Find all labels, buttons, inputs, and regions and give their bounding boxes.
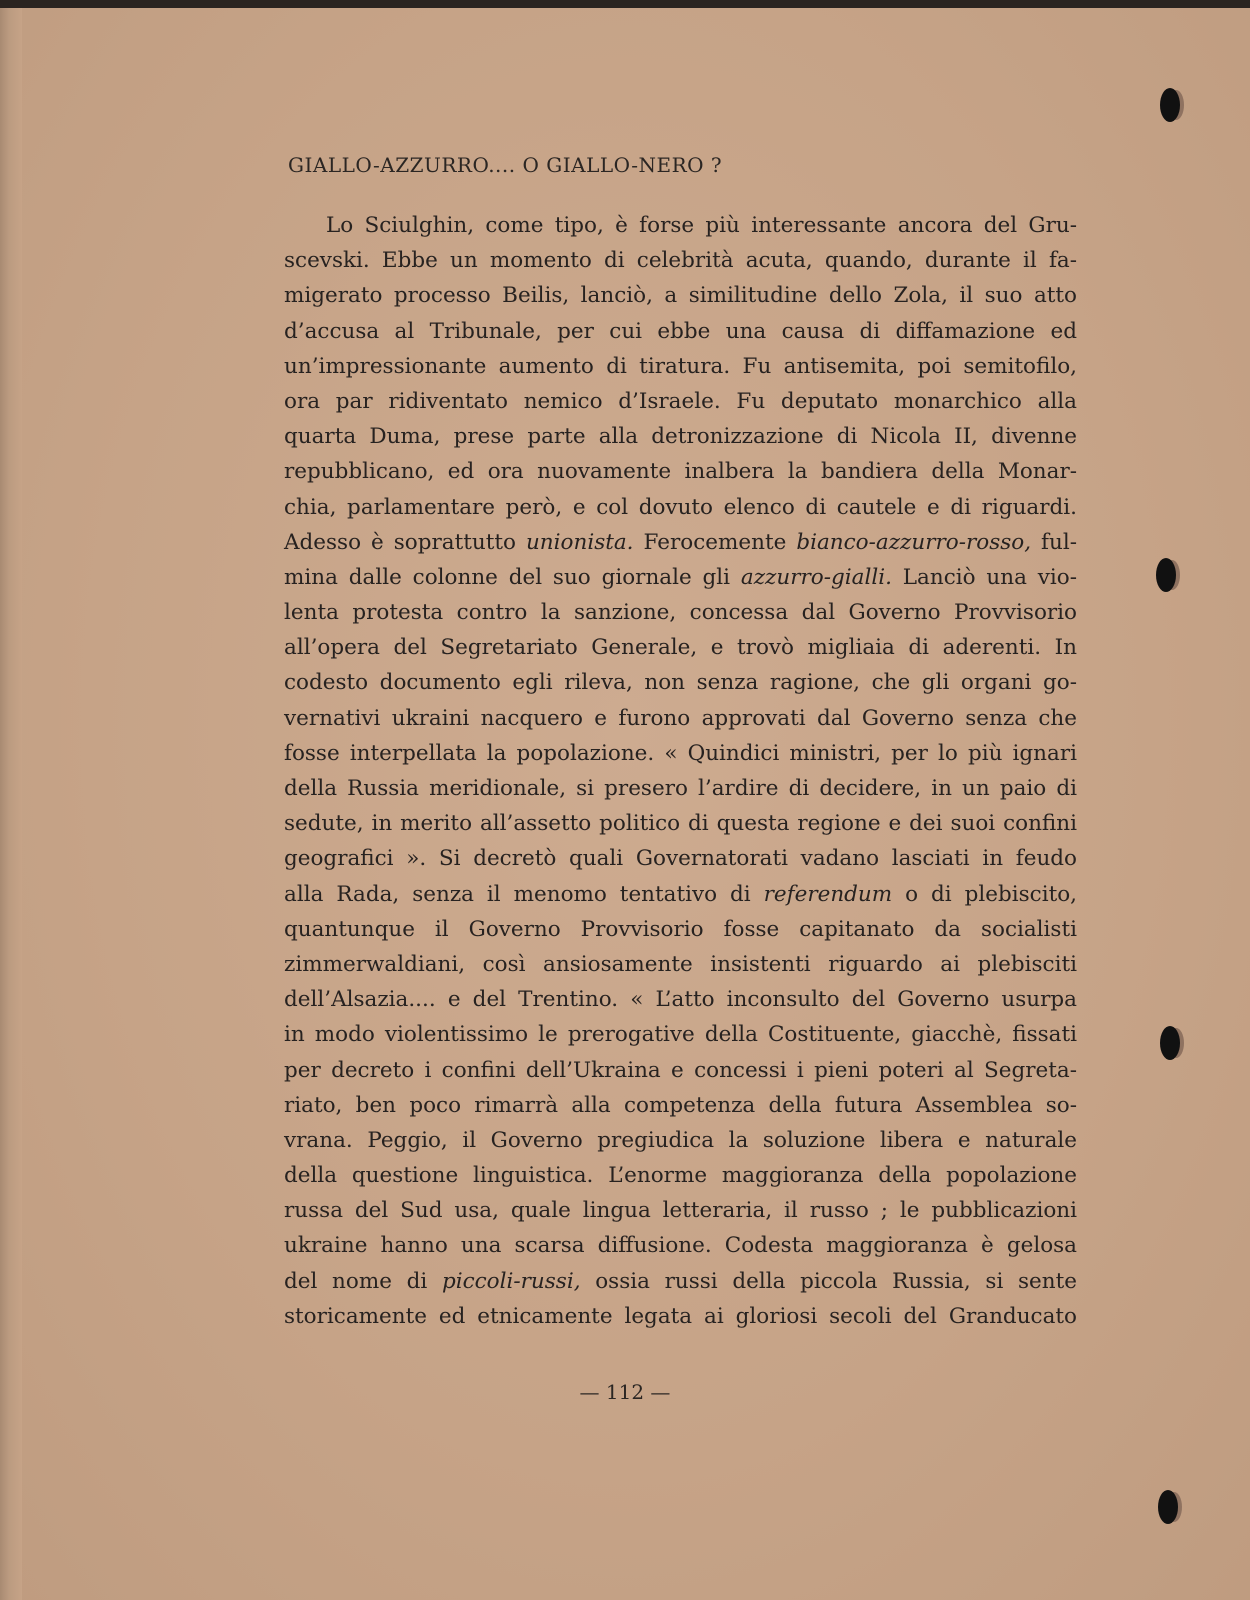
text-line xyxy=(284,1193,1077,1228)
text-segment: quantunque il Governo Provvisorio fosse capitanato da socialisti xyxy=(284,916,1077,942)
text-segment: ful- xyxy=(1031,529,1077,555)
text-line xyxy=(284,384,1077,419)
text-segment: codesto documento egli rileva, non senza ragione, che gli organi go- xyxy=(284,670,1077,696)
text-segment: all’opera del Segretariato Generale, e trovò migliaia di aderenti. In xyxy=(284,635,1077,661)
text-line xyxy=(284,1228,1077,1263)
text-segment: un’impressionante aumento di tiratura. Fu antisemita, poi semitofilo, xyxy=(284,353,1077,379)
italic-term: azzurro-gialli. xyxy=(740,564,892,590)
text-segment: Lo Sciulghin, come tipo, è forse più interessante ancora del Gru- xyxy=(326,213,1077,238)
text-segment: Ferocemente xyxy=(633,529,797,555)
text-segment: migerato processo Beilis, lanciò, a similitudine dello Zola, il suo atto xyxy=(284,283,1077,309)
text-segment: d’accusa al Tribunale, per cui ebbe una causa di diffamazione ed xyxy=(284,318,1077,344)
text-segment: vernativi ukraini nacquero e furono approvati dal Governo senza che xyxy=(284,705,1077,731)
text-segment: ukraine hanno una scarsa diffusione. Codesta maggioranza è gelosa xyxy=(284,1233,1077,1259)
text-segment: dell’Alsazia.... e del Trentino. « L’atto inconsulto del Governo usurpa xyxy=(284,987,1077,1013)
scanned-page xyxy=(0,8,1250,1600)
text-segment: per decreto i confini dell’Ukraina e concessi i pieni poteri al Segreta- xyxy=(284,1057,1077,1083)
text-segment: ora par ridiventato nemico d’Israele. Fu deputato monarchico alla xyxy=(284,388,1077,414)
text-segment: mina dalle colonne del suo giornale gli xyxy=(284,564,741,590)
italic-term: bianco-azzurro-rosso, xyxy=(796,529,1032,555)
text-line xyxy=(284,525,1077,560)
text-line xyxy=(284,1299,1077,1334)
italic-term: referendum xyxy=(763,881,893,907)
text-line xyxy=(284,982,1077,1017)
text-line xyxy=(284,1053,1077,1088)
text-segment: fosse interpellata la popolazione. « Quindici ministri, per lo più ignari xyxy=(284,740,1077,766)
text-segment: storicamente ed etnicamente legata ai gloriosi secoli del Granducato xyxy=(284,1303,1077,1329)
text-line xyxy=(284,841,1077,876)
text-line xyxy=(284,1088,1077,1123)
text-line xyxy=(284,912,1077,947)
text-line xyxy=(284,947,1077,982)
text-line xyxy=(284,1264,1077,1299)
text-line xyxy=(284,1017,1077,1052)
text-line xyxy=(284,278,1077,313)
text-line xyxy=(284,665,1077,700)
text-segment: della questione linguistica. L’enorme maggioranza della popolazione xyxy=(284,1163,1077,1189)
text-segment: o di plebiscito, xyxy=(892,881,1077,907)
text-segment: russa del Sud usa, quale lingua letteraria, il russo ; le pubblicazioni xyxy=(284,1198,1077,1224)
body-paragraph xyxy=(284,208,1077,1334)
text-segment: Adesso è soprattutto xyxy=(284,529,526,555)
text-segment: lenta protesta contro la sanzione, concessa dal Governo Provvisorio xyxy=(284,600,1077,626)
italic-term: unionista. xyxy=(525,529,634,555)
text-line xyxy=(284,771,1077,806)
page-edge-shadow xyxy=(0,8,22,1600)
text-segment: vrana. Peggio, il Governo pregiudica la soluzione libera e naturale xyxy=(284,1127,1077,1153)
text-line xyxy=(284,630,1077,665)
text-line xyxy=(284,595,1077,630)
running-head: GIALLO-AZZURRO.... O GIALLO-NERO ? xyxy=(288,153,723,177)
text-line xyxy=(284,419,1077,454)
text-segment: in modo violentissimo le prerogative della Costituente, giacchè, fissati xyxy=(284,1022,1077,1048)
text-line xyxy=(284,349,1077,384)
text-segment: ossia russi della piccola Russia, si sente xyxy=(580,1268,1077,1294)
page-number: — 112 — xyxy=(579,1380,671,1404)
text-segment: del nome di xyxy=(284,1268,442,1294)
text-line xyxy=(284,806,1077,841)
text-segment: quarta Duma, prese parte alla detronizzazione di Nicola II, divenne xyxy=(284,424,1077,450)
text-segment: Lanciò una vio- xyxy=(891,564,1077,590)
text-line xyxy=(284,1158,1077,1193)
text-segment: chia, parlamentare però, e col dovuto elenco di cautele e di riguardi. xyxy=(284,494,1077,520)
text-segment: zimmerwaldiani, così ansiosamente insistenti riguardo ai plebisciti xyxy=(284,951,1077,977)
text-line xyxy=(284,208,1077,243)
text-segment: della Russia meridionale, si presero l’ardire di decidere, in un paio di xyxy=(284,776,1077,801)
text-line xyxy=(284,454,1077,489)
text-segment: sedute, in merito all’assetto politico di questa regione e dei suoi confini xyxy=(284,811,1077,837)
text-segment: geografici ». Si decretò quali Governatorati vadano lasciati in feudo xyxy=(284,846,1077,872)
binding-hole-bottom xyxy=(1158,1490,1178,1524)
text-segment: repubblicano, ed ora nuovamente inalbera la bandiera della Monar- xyxy=(284,459,1077,485)
binding-hole-lower-middle xyxy=(1160,1026,1180,1060)
text-line xyxy=(284,314,1077,349)
text-line xyxy=(284,701,1077,736)
italic-term: piccoli-russi, xyxy=(441,1268,581,1294)
text-line xyxy=(284,490,1077,525)
text-line xyxy=(284,560,1077,595)
binding-hole-upper-middle xyxy=(1156,558,1176,592)
text-line xyxy=(284,1123,1077,1158)
text-line xyxy=(284,877,1077,912)
text-segment: scevski. Ebbe un momento di celebrità acuta, quando, durante il fa- xyxy=(284,248,1077,274)
text-line xyxy=(284,736,1077,771)
text-line xyxy=(284,243,1077,278)
text-segment: alla Rada, senza il menomo tentativo di xyxy=(284,881,764,907)
text-segment: riato, ben poco rimarrà alla competenza della futura Assemblea so- xyxy=(284,1092,1077,1118)
binding-hole-top xyxy=(1160,88,1180,122)
